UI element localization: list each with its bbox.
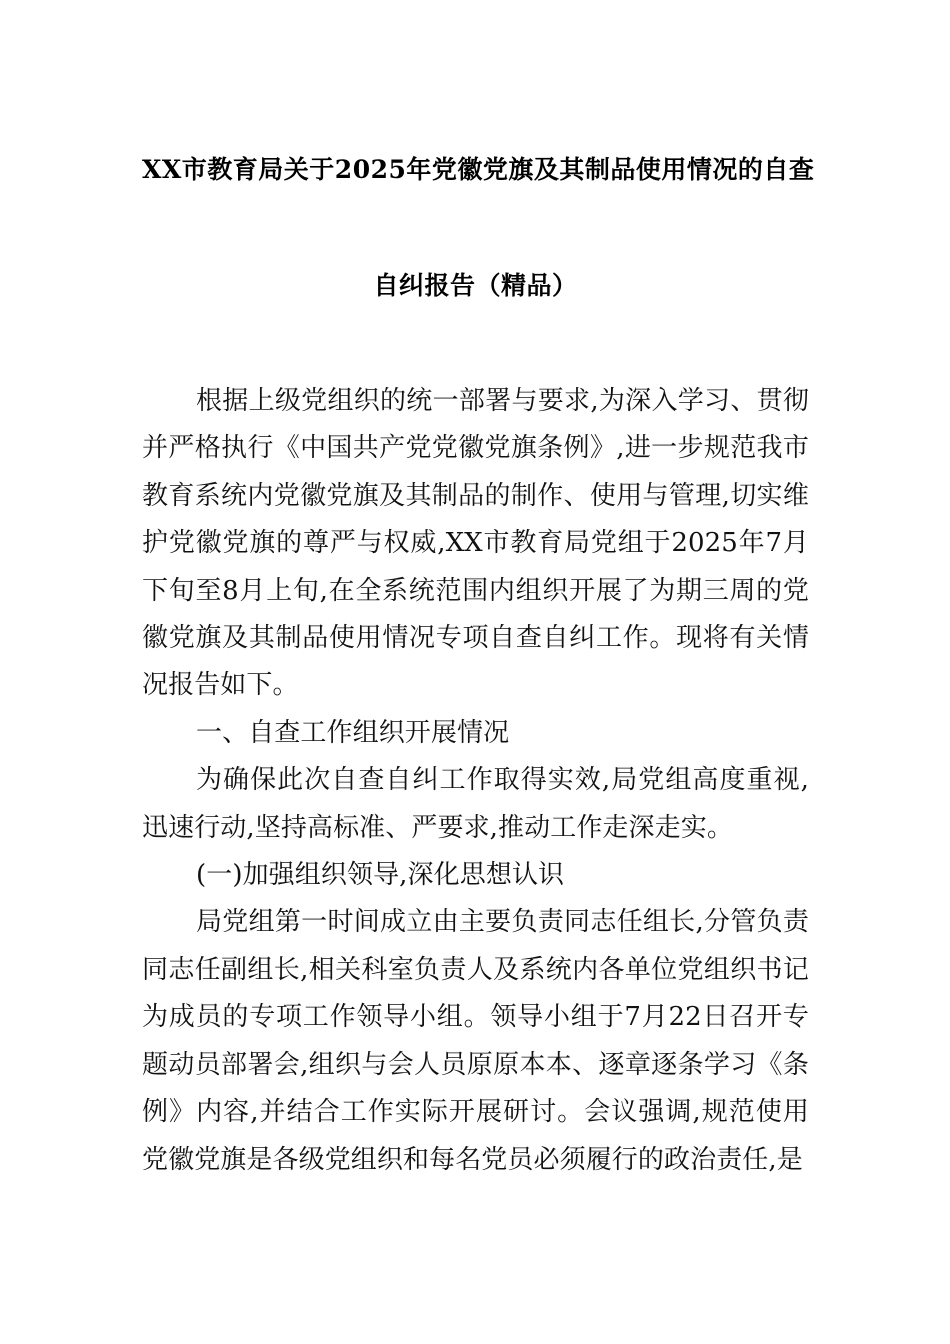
section-heading-one: 一、自查工作组织开展情况	[196, 717, 510, 748]
paragraph-section-one-intro: 为确保此次自查自纠工作取得实效,局党组高度重视,迅速行动,坚持高标准、严要求,推动工作走深走实。	[142, 765, 809, 843]
document-title-line-2: 自纠报告（精品）	[373, 271, 578, 300]
document-title-line-1: XX市教育局关于2025年党徽党旗及其制品使用情况的自查	[142, 155, 815, 184]
document-body	[142, 378, 809, 1184]
subsection-heading-one-one: (一)加强组织领导,深化思想认识	[196, 860, 565, 891]
paragraph-subsection-one-one-body: 局党组第一时间成立由主要负责同志任组长,分管负责同志任副组长,相关科室负责人及系统内各单位党组织书记为成员的专项工作领导小组。领导小组于7月22日召开专题动员部署会,组织与会人员原原本本、逐章逐条学习《条例》内容,并结合工作实际开展研讨。会议强调,规范使用党徽党旗是各级党组织和每名党员必须履行的政治责任,是	[142, 907, 809, 1175]
paragraph-intro: 根据上级党组织的统一部署与要求,为深入学习、贯彻并严格执行《中国共产党党徽党旗条例》,进一步规范我市教育系统内党徽党旗及其制品的制作、使用与管理,切实维护党徽党旗的尊严与权威,XX市教育局党组于2025年7月下旬至8月上旬,在全系统范围内组织开展了为期三周的党徽党旗及其制品使用情况专项自查自纠工作。现将有关情况报告如下。	[142, 386, 809, 701]
